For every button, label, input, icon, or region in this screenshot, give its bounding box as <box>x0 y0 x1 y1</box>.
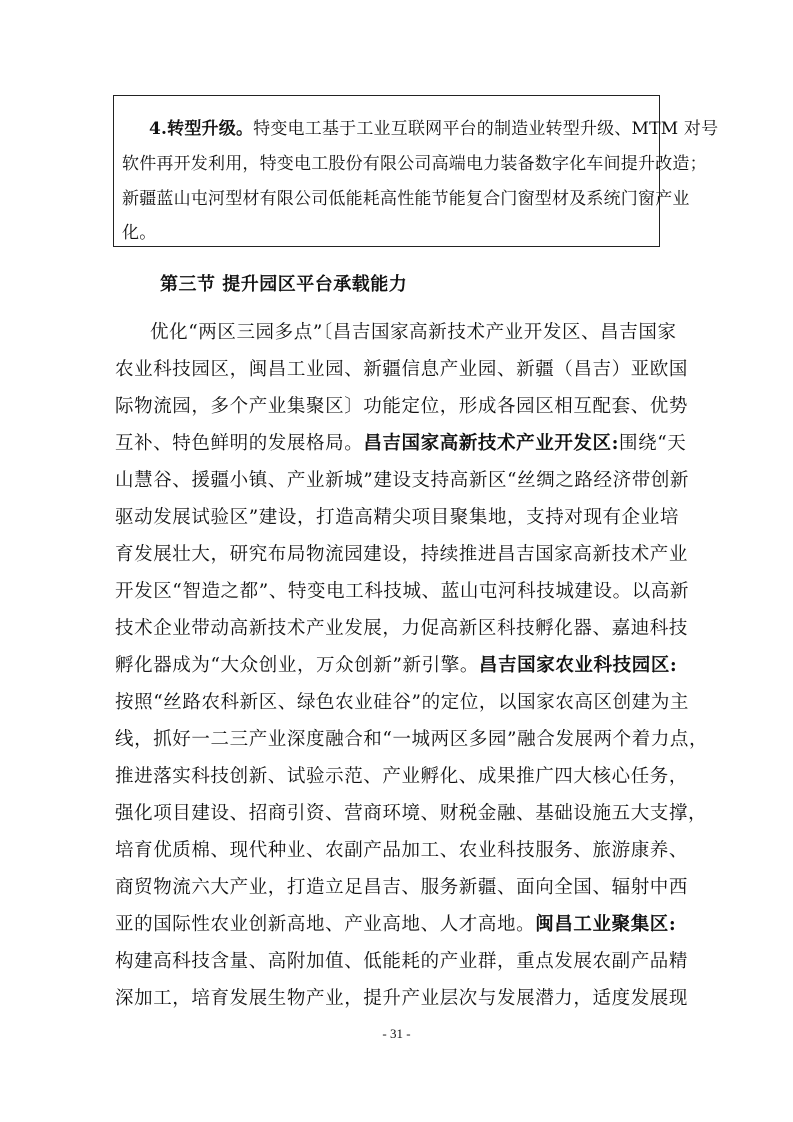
body-line-17-text: 亚的国际性农业创新高地、产业高地、人才高地。 <box>115 914 536 935</box>
box-line-4: 化。 <box>122 223 157 243</box>
park-name-hightech-zone: 昌吉国家高新技术产业开发区: <box>363 433 620 454</box>
body-line-16: 商贸物流六大产业，打造立足昌吉、服务新疆、面向全国、辐射中西 <box>115 877 689 898</box>
highlight-box <box>113 95 719 247</box>
body-line-4-tail: 围绕“天 <box>619 433 687 454</box>
body-line-12: 线，抓好一二三产业深度融合和“一城两区多园”融合发展两个着力点， <box>115 729 709 750</box>
body-line-5: 山慧谷、援疆小镇、产业新城”建设支持高新区“丝绸之路经济带创新 <box>115 470 690 491</box>
box-line-1-text: 特变电工基于工业互联网平台的制造业转型升级、MTM 对号 <box>253 119 719 139</box>
body-line-14: 强化项目建设、招商引资、营商环境、财税金融、基础设施五大支撑， <box>115 803 708 824</box>
body-line-8: 开发区“智造之都”、特变电工科技城、蓝山屯河科技城建设。以高新 <box>115 581 690 602</box>
box-line-2: 软件再开发利用，特变电工股份有限公司高端电力装备数字化车间提升改造； <box>122 154 707 174</box>
body-line-13: 推进落实科技创新、试验示范、产业孵化、成果推广四大核心任务， <box>115 766 689 787</box>
body-line-10 <box>115 651 677 677</box>
body-line-4 <box>115 429 686 455</box>
body-line-15: 培育优质棉、现代种业、农副产品加工、农业科技服务、旅游康养、 <box>115 840 689 861</box>
body-line-9: 技术企业带动高新技术产业发展，力促高新区科技孵化器、嘉迪科技 <box>115 618 689 639</box>
page-number: - 31 - <box>382 1026 411 1041</box>
body-line-4-text: 互补、特色鲜明的发展格局。 <box>115 433 364 454</box>
box-line-3: 新疆蓝山屯河型材有限公司低能耗高性能节能复合门窗型材及系统门窗产业 <box>122 189 690 209</box>
body-line-11: 按照“丝路农科新区、绿色农业硅谷”的定位，以国家农高区创建为主 <box>115 692 690 713</box>
section-heading: 第三节 提升园区平台承载能力 <box>160 274 408 295</box>
body-line-3: 际物流园，多个产业集聚区〕功能定位，形成各园区相互配套、优势 <box>115 396 689 417</box>
body-line-6: 驱动发展试验区”建设，打造高精尖项目聚集地，支持对现有企业培 <box>115 507 679 528</box>
body-line-17 <box>115 910 676 936</box>
body-line-2: 农业科技园区，闽昌工业园、新疆信息产业园、新疆（昌吉）亚欧国 <box>115 359 689 380</box>
body-line-7: 育发展壮大，研究布局物流园建设，持续推进昌吉国家高新技术产业 <box>115 544 689 565</box>
park-name-minchang-industrial: 闽昌工业聚集区: <box>535 914 677 935</box>
box-lead: 4.转型升级。 <box>149 119 254 139</box>
body-line-19: 深加工，培育发展生物产业，提升产业层次与发展潜力，适度发展现 <box>115 988 689 1009</box>
body-line-1: 优化“两区三园多点”〔昌吉国家高新技术产业开发区、昌吉国家 <box>150 322 677 343</box>
body-line-18: 构建高科技含量、高附加值、低能耗的产业群，重点发展农副产品精 <box>115 951 689 972</box>
body-line-10-text: 孵化器成为“大众创业，万众创新”新引擎。 <box>115 655 479 676</box>
park-name-agri-tech-park: 昌吉国家农业科技园区: <box>478 655 678 676</box>
box-line-1 <box>149 114 718 139</box>
